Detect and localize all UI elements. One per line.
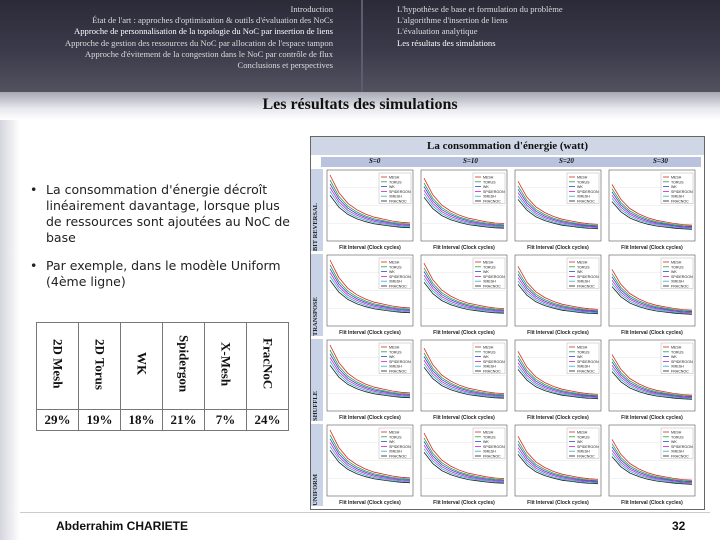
topology-header — [121, 323, 163, 410]
legend-label: FRACNOC — [577, 199, 595, 204]
legend-label: TORUS — [483, 350, 496, 355]
legend-label: XMESH — [389, 194, 402, 199]
topology-header — [163, 323, 205, 410]
x-axis-label: Flit Interval (Clock cycles) — [339, 415, 401, 421]
legend-label: MESH — [671, 430, 682, 435]
legend-label: FRACNOC — [389, 369, 407, 374]
row-label: BIT REVERSAL — [312, 202, 319, 251]
legend-label: MESH — [671, 175, 682, 180]
legend-label: FRACNOC — [483, 199, 501, 204]
legend-label: SPIDERGON — [389, 274, 411, 279]
legend-label: XMESH — [671, 449, 684, 454]
legend-label: SPIDERGON — [483, 359, 505, 364]
legend-label: XMESH — [389, 279, 402, 284]
nav-item-personnalisation[interactable]: Approche de personnalisation de la topologie du NoC par insertion de liens — [74, 26, 333, 37]
legend-label: SPIDERGON — [671, 274, 693, 279]
legend-label: MESH — [671, 260, 682, 265]
legend-label: FRACNOC — [389, 199, 407, 204]
x-axis-label: Flit Interval (Clock cycles) — [339, 500, 401, 506]
legend-label: WK — [483, 270, 489, 275]
legend-label: FRACNOC — [483, 454, 501, 459]
topology-label: FracNoC — [260, 338, 276, 390]
legend-label: XMESH — [577, 364, 590, 369]
legend-label: WK — [389, 270, 395, 275]
bullet-list — [30, 182, 295, 302]
nav-right-list — [397, 4, 563, 49]
legend-label: SPIDERGON — [483, 189, 505, 194]
column-label: S=0 — [369, 157, 381, 165]
legend-label: WK — [389, 355, 395, 360]
x-axis-label: Flit Interval (Clock cycles) — [339, 330, 401, 336]
x-axis-label: Flit Interval (Clock cycles) — [621, 500, 683, 506]
nav-sub-evaluation[interactable]: L'évaluation analytique — [397, 26, 478, 37]
legend-label: FRACNOC — [671, 369, 689, 374]
header-divider — [361, 0, 363, 92]
percentage-cell: 24% — [247, 410, 289, 431]
legend-label: TORUS — [483, 435, 496, 440]
legend-label: WK — [483, 355, 489, 360]
legend-label: TORUS — [671, 350, 684, 355]
legend-label: XMESH — [577, 194, 590, 199]
legend-label: WK — [577, 185, 583, 190]
column-label: S=10 — [463, 157, 478, 165]
legend-label: XMESH — [483, 449, 496, 454]
legend-label: MESH — [389, 260, 400, 265]
row-label: TRANSPOSE — [312, 296, 319, 336]
legend-label: FRACNOC — [671, 454, 689, 459]
legend-label: SPIDERGON — [389, 189, 411, 194]
nav-sub-resultats[interactable]: Les résultats des simulations — [397, 37, 496, 48]
legend-label: TORUS — [389, 350, 402, 355]
legend-label: FRACNOC — [483, 284, 501, 289]
energy-figure — [310, 136, 705, 510]
nav-item-etat-de-lart[interactable]: État de l'art : approches d'optimisation & outils d'évaluation des NoCs — [92, 15, 333, 26]
x-axis-label: Flit Interval (Clock cycles) — [527, 245, 589, 251]
x-axis-label: Flit Interval (Clock cycles) — [527, 330, 589, 336]
left-gutter — [0, 120, 20, 540]
legend-label: TORUS — [671, 180, 684, 185]
page-number: 32 — [672, 519, 686, 533]
x-axis-label: Flit Interval (Clock cycles) — [433, 245, 495, 251]
legend-label: WK — [577, 440, 583, 445]
legend-label: TORUS — [389, 265, 402, 270]
legend-label: SPIDERGON — [483, 444, 505, 449]
x-axis-label: Flit Interval (Clock cycles) — [433, 415, 495, 421]
legend-label: WK — [577, 270, 583, 275]
figure-title: La consommation d'énergie (watt) — [311, 137, 704, 155]
legend-label: WK — [671, 355, 677, 360]
bullet-text: Par exemple, dans le modèle Uniform (4ème ligne) — [46, 258, 281, 289]
legend-label: XMESH — [389, 449, 402, 454]
legend-label: FRACNOC — [577, 369, 595, 374]
legend-label: TORUS — [577, 435, 590, 440]
legend-label: WK — [483, 185, 489, 190]
column-label: S=20 — [559, 157, 574, 165]
footer-author: Abderrahim CHARIETE — [56, 519, 189, 533]
legend-label: WK — [671, 270, 677, 275]
legend-label: TORUS — [671, 435, 684, 440]
topology-label: Spidergon — [176, 335, 192, 393]
nav-sub-hypothese[interactable]: L'hypothèse de base et formulation du problème — [397, 4, 563, 14]
percentage-cell: 19% — [79, 410, 121, 431]
legend-label: SPIDERGON — [671, 359, 693, 364]
topology-label: 2D Mesh — [50, 339, 66, 389]
legend-label: MESH — [389, 345, 400, 350]
bullet-item — [30, 258, 295, 290]
chart-grid-svg — [311, 137, 704, 509]
x-axis-label: Flit Interval (Clock cycles) — [527, 415, 589, 421]
topology-label: 2D Torus — [92, 338, 108, 390]
x-axis-label: Flit Interval (Clock cycles) — [433, 500, 495, 506]
percentage-cell: 21% — [163, 410, 205, 431]
legend-label: WK — [671, 440, 677, 445]
footer-divider — [20, 512, 710, 513]
nav-item-introduction[interactable]: Introduction — [290, 4, 333, 14]
topology-header — [79, 323, 121, 410]
legend-label: MESH — [483, 175, 494, 180]
legend-label: FRACNOC — [577, 284, 595, 289]
legend-label: SPIDERGON — [483, 274, 505, 279]
legend-label: FRACNOC — [389, 454, 407, 459]
percentage-cell: 29% — [37, 410, 79, 431]
x-axis-label: Flit Interval (Clock cycles) — [433, 330, 495, 336]
table-row-percentages — [37, 410, 289, 431]
legend-label: WK — [483, 440, 489, 445]
x-axis-label: Flit Interval (Clock cycles) — [339, 245, 401, 251]
legend-label: XMESH — [483, 279, 496, 284]
legend-label: XMESH — [671, 364, 684, 369]
column-label: S=30 — [653, 157, 668, 165]
nav-item-gestion-ressources[interactable]: Approche de gestion des ressources du NoC par allocation de l'espace tampon — [64, 37, 333, 48]
row-label: UNIFORM — [312, 474, 319, 506]
legend-label: MESH — [483, 430, 494, 435]
legend-label: TORUS — [483, 265, 496, 270]
nav-left-list — [0, 4, 360, 71]
legend-label: WK — [577, 355, 583, 360]
legend-label: SPIDERGON — [389, 359, 411, 364]
legend-label: TORUS — [577, 265, 590, 270]
percentage-cell: 18% — [121, 410, 163, 431]
legend-label: WK — [671, 185, 677, 190]
legend-label: MESH — [577, 345, 588, 350]
legend-label: MESH — [577, 430, 588, 435]
topology-header — [247, 323, 289, 410]
legend-label: FRACNOC — [389, 284, 407, 289]
legend-label: WK — [389, 440, 395, 445]
legend-label: MESH — [483, 345, 494, 350]
legend-label: XMESH — [577, 279, 590, 284]
topology-header — [37, 323, 79, 410]
table-row-topologies — [37, 323, 289, 410]
legend-label: XMESH — [483, 364, 496, 369]
bullet-dot-icon: • — [30, 258, 38, 273]
legend-label: MESH — [671, 345, 682, 350]
topology-label: X-Mesh — [218, 341, 234, 387]
legend-label: SPIDERGON — [577, 274, 599, 279]
x-axis-label: Flit Interval (Clock cycles) — [621, 330, 683, 336]
legend-label: FRACNOC — [671, 284, 689, 289]
legend-label: SPIDERGON — [577, 444, 599, 449]
legend-label: TORUS — [389, 180, 402, 185]
legend-label: SPIDERGON — [577, 189, 599, 194]
legend-label: XMESH — [671, 194, 684, 199]
bullet-item — [30, 182, 295, 246]
row-label: SHUFFLE — [312, 391, 319, 421]
legend-label: MESH — [389, 430, 400, 435]
legend-label: MESH — [389, 175, 400, 180]
legend-label: TORUS — [483, 180, 496, 185]
legend-label: XMESH — [577, 449, 590, 454]
nav-item-conclusions[interactable]: Conclusions et perspectives — [237, 60, 333, 71]
nav-sub-algorithme[interactable]: L'algorithme d'insertion de liens — [397, 15, 508, 26]
header-nav — [0, 0, 720, 92]
slide-title: Les résultats des simulations — [262, 96, 458, 113]
x-axis-label: Flit Interval (Clock cycles) — [621, 245, 683, 251]
legend-label: TORUS — [389, 435, 402, 440]
legend-label: WK — [389, 185, 395, 190]
percentage-cell: 7% — [205, 410, 247, 431]
legend-label: XMESH — [389, 364, 402, 369]
bullet-dot-icon: • — [30, 182, 38, 197]
legend-label: FRACNOC — [483, 369, 501, 374]
legend-label: FRACNOC — [577, 454, 595, 459]
legend-label: SPIDERGON — [389, 444, 411, 449]
legend-label: SPIDERGON — [671, 444, 693, 449]
nav-item-evitement-congestion[interactable]: Approche d'évitement de la congestion dans le NoC par contrôle de flux — [84, 48, 333, 59]
x-axis-label: Flit Interval (Clock cycles) — [527, 500, 589, 506]
topology-header — [205, 323, 247, 410]
x-axis-label: Flit Interval (Clock cycles) — [621, 415, 683, 421]
legend-label: MESH — [577, 260, 588, 265]
legend-label: TORUS — [577, 350, 590, 355]
reduction-table — [36, 322, 289, 431]
topology-label: WK — [134, 352, 150, 376]
legend-label: MESH — [577, 175, 588, 180]
legend-label: MESH — [483, 260, 494, 265]
legend-label: XMESH — [671, 279, 684, 284]
legend-label: TORUS — [577, 180, 590, 185]
legend-label: TORUS — [671, 265, 684, 270]
legend-label: XMESH — [483, 194, 496, 199]
legend-label: SPIDERGON — [671, 189, 693, 194]
legend-label: SPIDERGON — [577, 359, 599, 364]
legend-label: FRACNOC — [671, 199, 689, 204]
bullet-text: La consommation d'énergie décroît linéairement davantage, lorsque plus de ressources sont ajoutées au NoC de base — [46, 182, 290, 245]
